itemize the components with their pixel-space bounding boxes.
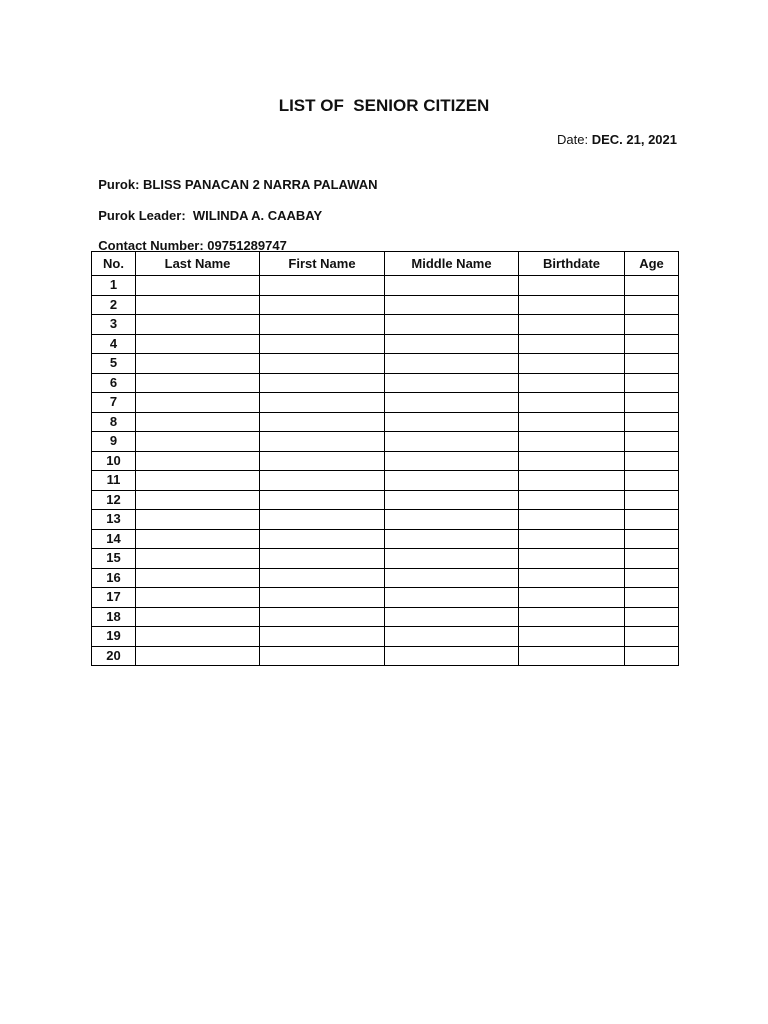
first-name-cell[interactable]	[260, 373, 385, 393]
middle-name-cell[interactable]	[385, 432, 519, 452]
middle-name-cell[interactable]	[385, 334, 519, 354]
table-row	[92, 607, 679, 627]
table-row	[92, 646, 679, 666]
middle-name-cell[interactable]	[385, 646, 519, 666]
row-number: 12	[92, 490, 136, 510]
age-cell[interactable]	[625, 490, 679, 510]
header-no: No.	[92, 252, 136, 276]
contact-number-line	[91, 223, 287, 253]
age-cell[interactable]	[625, 607, 679, 627]
last-name-cell[interactable]	[136, 646, 260, 666]
contact-number-label: Contact Number:	[98, 238, 208, 253]
row-number: 6	[92, 373, 136, 393]
middle-name-cell[interactable]	[385, 627, 519, 647]
birthdate-cell[interactable]	[519, 490, 625, 510]
row-number: 2	[92, 295, 136, 315]
age-cell[interactable]	[625, 451, 679, 471]
age-cell[interactable]	[625, 315, 679, 335]
last-name-cell[interactable]	[136, 549, 260, 569]
middle-name-cell[interactable]	[385, 412, 519, 432]
age-cell[interactable]	[625, 471, 679, 491]
purok-leader-label: Purok Leader:	[98, 208, 193, 223]
row-number: 4	[92, 334, 136, 354]
first-name-cell[interactable]	[260, 607, 385, 627]
birthdate-cell[interactable]	[519, 510, 625, 530]
row-number: 9	[92, 432, 136, 452]
birthdate-cell[interactable]	[519, 529, 625, 549]
last-name-cell[interactable]	[136, 412, 260, 432]
last-name-cell[interactable]	[136, 315, 260, 335]
last-name-cell[interactable]	[136, 451, 260, 471]
last-name-cell[interactable]	[136, 627, 260, 647]
last-name-cell[interactable]	[136, 607, 260, 627]
middle-name-cell[interactable]	[385, 373, 519, 393]
first-name-cell[interactable]	[260, 315, 385, 335]
table-row	[92, 490, 679, 510]
table-row	[92, 354, 679, 374]
row-number: 3	[92, 315, 136, 335]
row-number: 14	[92, 529, 136, 549]
contact-number-value: 09751289747	[207, 238, 287, 253]
table-row	[92, 588, 679, 608]
purok-value: BLISS PANACAN 2 NARRA PALAWAN	[143, 177, 378, 192]
last-name-cell[interactable]	[136, 295, 260, 315]
last-name-cell[interactable]	[136, 471, 260, 491]
row-number: 8	[92, 412, 136, 432]
middle-name-cell[interactable]	[385, 607, 519, 627]
age-cell[interactable]	[625, 549, 679, 569]
table-row	[92, 627, 679, 647]
first-name-cell[interactable]	[260, 354, 385, 374]
age-cell[interactable]	[625, 627, 679, 647]
header-first-name: First Name	[260, 252, 385, 276]
table-row	[92, 373, 679, 393]
middle-name-cell[interactable]	[385, 510, 519, 530]
age-cell[interactable]	[625, 295, 679, 315]
middle-name-cell[interactable]	[385, 295, 519, 315]
birthdate-cell[interactable]	[519, 451, 625, 471]
row-number: 17	[92, 588, 136, 608]
header-middle-name: Middle Name	[385, 252, 519, 276]
middle-name-cell[interactable]	[385, 451, 519, 471]
table-row	[92, 412, 679, 432]
last-name-cell[interactable]	[136, 334, 260, 354]
row-number: 13	[92, 510, 136, 530]
table-header-row	[92, 252, 679, 276]
row-number: 1	[92, 276, 136, 296]
table-row	[92, 471, 679, 491]
row-number: 10	[92, 451, 136, 471]
table-row	[92, 568, 679, 588]
age-cell[interactable]	[625, 393, 679, 413]
age-cell[interactable]	[625, 276, 679, 296]
table-row	[92, 393, 679, 413]
last-name-cell[interactable]	[136, 568, 260, 588]
age-cell[interactable]	[625, 432, 679, 452]
row-number: 15	[92, 549, 136, 569]
row-number: 11	[92, 471, 136, 491]
middle-name-cell[interactable]	[385, 393, 519, 413]
last-name-cell[interactable]	[136, 510, 260, 530]
age-cell[interactable]	[625, 529, 679, 549]
date-line	[557, 132, 677, 147]
last-name-cell[interactable]	[136, 276, 260, 296]
age-cell[interactable]	[625, 354, 679, 374]
age-cell[interactable]	[625, 412, 679, 432]
last-name-cell[interactable]	[136, 588, 260, 608]
last-name-cell[interactable]	[136, 529, 260, 549]
last-name-cell[interactable]	[136, 432, 260, 452]
birthdate-cell[interactable]	[519, 334, 625, 354]
first-name-cell[interactable]	[260, 276, 385, 296]
birthdate-cell[interactable]	[519, 315, 625, 335]
age-cell[interactable]	[625, 334, 679, 354]
birthdate-cell[interactable]	[519, 393, 625, 413]
first-name-cell[interactable]	[260, 510, 385, 530]
first-name-cell[interactable]	[260, 393, 385, 413]
row-number: 7	[92, 393, 136, 413]
table-row	[92, 315, 679, 335]
middle-name-cell[interactable]	[385, 276, 519, 296]
header-age: Age	[625, 252, 679, 276]
first-name-cell[interactable]	[260, 412, 385, 432]
table-body	[92, 276, 679, 666]
birthdate-cell[interactable]	[519, 354, 625, 374]
date-value: DEC. 21, 2021	[591, 132, 677, 147]
age-cell[interactable]	[625, 510, 679, 530]
table-row	[92, 334, 679, 354]
purok-leader-value: WILINDA A. CAABAY	[192, 208, 323, 223]
senior-citizen-table	[91, 251, 679, 666]
age-cell[interactable]	[625, 373, 679, 393]
page-title: LIST OF SENIOR CITIZEN	[278, 96, 490, 115]
first-name-cell[interactable]	[260, 568, 385, 588]
birthdate-cell[interactable]	[519, 412, 625, 432]
table-row	[92, 276, 679, 296]
first-name-cell[interactable]	[260, 549, 385, 569]
middle-name-cell[interactable]	[385, 568, 519, 588]
first-name-cell[interactable]	[260, 295, 385, 315]
row-number: 5	[92, 354, 136, 374]
first-name-cell[interactable]	[260, 432, 385, 452]
middle-name-cell[interactable]	[385, 315, 519, 335]
row-number: 20	[92, 646, 136, 666]
birthdate-cell[interactable]	[519, 646, 625, 666]
first-name-cell[interactable]	[260, 627, 385, 647]
table-row	[92, 295, 679, 315]
table-row	[92, 451, 679, 471]
purok-line	[91, 162, 378, 192]
table-row	[92, 529, 679, 549]
birthdate-cell[interactable]	[519, 295, 625, 315]
first-name-cell[interactable]	[260, 529, 385, 549]
row-number: 16	[92, 568, 136, 588]
header-last-name: Last Name	[136, 252, 260, 276]
last-name-cell[interactable]	[136, 490, 260, 510]
first-name-cell[interactable]	[260, 490, 385, 510]
middle-name-cell[interactable]	[385, 588, 519, 608]
birthdate-cell[interactable]	[519, 588, 625, 608]
last-name-cell[interactable]	[136, 393, 260, 413]
birthdate-cell[interactable]	[519, 471, 625, 491]
last-name-cell[interactable]	[136, 354, 260, 374]
header-birthdate: Birthdate	[519, 252, 625, 276]
date-label: Date:	[557, 132, 592, 147]
birthdate-cell[interactable]	[519, 432, 625, 452]
age-cell[interactable]	[625, 646, 679, 666]
birthdate-cell[interactable]	[519, 568, 625, 588]
last-name-cell[interactable]	[136, 373, 260, 393]
first-name-cell[interactable]	[260, 646, 385, 666]
first-name-cell[interactable]	[260, 588, 385, 608]
first-name-cell[interactable]	[260, 471, 385, 491]
birthdate-cell[interactable]	[519, 276, 625, 296]
birthdate-cell[interactable]	[519, 373, 625, 393]
birthdate-cell[interactable]	[519, 627, 625, 647]
table-row	[92, 549, 679, 569]
middle-name-cell[interactable]	[385, 529, 519, 549]
middle-name-cell[interactable]	[385, 354, 519, 374]
age-cell[interactable]	[625, 568, 679, 588]
row-number: 18	[92, 607, 136, 627]
birthdate-cell[interactable]	[519, 607, 625, 627]
birthdate-cell[interactable]	[519, 549, 625, 569]
first-name-cell[interactable]	[260, 451, 385, 471]
middle-name-cell[interactable]	[385, 471, 519, 491]
row-number: 19	[92, 627, 136, 647]
first-name-cell[interactable]	[260, 334, 385, 354]
age-cell[interactable]	[625, 588, 679, 608]
table-row	[92, 432, 679, 452]
table-row	[92, 510, 679, 530]
middle-name-cell[interactable]	[385, 549, 519, 569]
purok-leader-line	[91, 193, 322, 223]
purok-label: Purok:	[98, 177, 144, 192]
middle-name-cell[interactable]	[385, 490, 519, 510]
